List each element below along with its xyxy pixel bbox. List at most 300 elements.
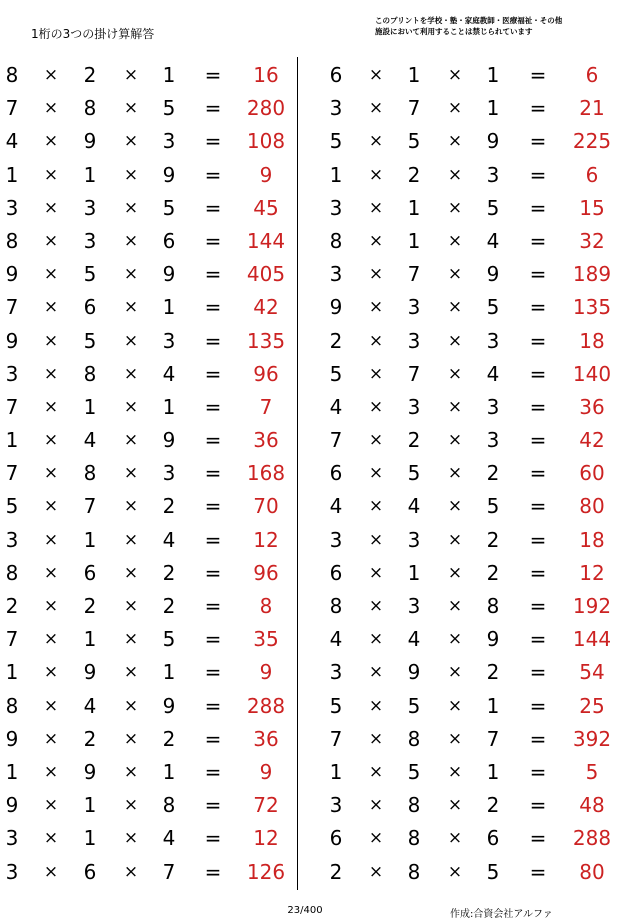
factor-3: 5 bbox=[162, 96, 176, 121]
times-sign: × bbox=[368, 131, 384, 152]
times-sign: × bbox=[43, 430, 59, 451]
problem-row bbox=[0, 224, 300, 257]
problem-row bbox=[320, 324, 620, 357]
answer: 144 bbox=[572, 627, 612, 652]
times-sign: × bbox=[123, 861, 139, 882]
factor-2: 2 bbox=[407, 428, 421, 453]
factor-1: 3 bbox=[5, 826, 19, 851]
factor-3: 3 bbox=[162, 129, 176, 154]
answer: 96 bbox=[253, 560, 279, 585]
times-sign: × bbox=[447, 98, 463, 119]
factor-3: 8 bbox=[486, 594, 500, 618]
equals-sign: = bbox=[529, 759, 547, 784]
times-sign: × bbox=[447, 197, 463, 218]
problem-row bbox=[320, 788, 620, 821]
answer: 18 bbox=[579, 328, 605, 353]
factor-1: 8 bbox=[5, 228, 19, 253]
factor-2: 1 bbox=[83, 826, 97, 851]
times-sign: × bbox=[447, 529, 463, 550]
answer: 7 bbox=[259, 394, 273, 419]
factor-2: 1 bbox=[83, 394, 97, 419]
factor-3: 2 bbox=[486, 461, 500, 486]
times-sign: × bbox=[123, 761, 139, 782]
times-sign: × bbox=[43, 330, 59, 351]
factor-2: 3 bbox=[407, 594, 421, 618]
factor-3: 2 bbox=[162, 726, 176, 751]
times-sign: × bbox=[43, 463, 59, 484]
problem-row bbox=[320, 755, 620, 788]
factor-1: 8 bbox=[5, 560, 19, 585]
factor-3: 5 bbox=[486, 494, 500, 519]
problem-row bbox=[320, 224, 620, 257]
factor-3: 3 bbox=[162, 328, 176, 353]
factor-2: 9 bbox=[83, 759, 97, 784]
equals-sign: = bbox=[204, 660, 222, 685]
equals-sign: = bbox=[529, 726, 547, 751]
answer: 108 bbox=[246, 129, 286, 154]
times-sign: × bbox=[43, 496, 59, 517]
times-sign: × bbox=[123, 695, 139, 716]
times-sign: × bbox=[368, 529, 384, 550]
times-sign: × bbox=[123, 795, 139, 816]
answer: 42 bbox=[579, 428, 605, 453]
equals-sign: = bbox=[529, 162, 547, 187]
equals-sign: = bbox=[204, 527, 222, 552]
factor-3: 1 bbox=[486, 63, 500, 87]
factor-1: 2 bbox=[5, 594, 19, 618]
factor-2: 1 bbox=[407, 195, 421, 220]
factor-1: 3 bbox=[5, 527, 19, 552]
problem-row bbox=[320, 821, 620, 854]
times-sign: × bbox=[43, 695, 59, 716]
equals-sign: = bbox=[529, 859, 547, 884]
factor-1: 1 bbox=[5, 428, 19, 453]
times-sign: × bbox=[368, 662, 384, 683]
times-sign: × bbox=[447, 662, 463, 683]
factor-1: 3 bbox=[329, 96, 343, 121]
factor-3: 7 bbox=[486, 726, 500, 751]
page-title: 1桁の3つの掛け算解答 bbox=[31, 27, 155, 41]
factor-1: 5 bbox=[329, 129, 343, 154]
times-sign: × bbox=[368, 828, 384, 849]
factor-3: 1 bbox=[486, 759, 500, 784]
factor-1: 1 bbox=[329, 162, 343, 187]
factor-1: 7 bbox=[329, 428, 343, 453]
factor-1: 7 bbox=[5, 96, 19, 121]
factor-3: 9 bbox=[162, 262, 176, 287]
factor-1: 5 bbox=[329, 693, 343, 718]
equals-sign: = bbox=[204, 195, 222, 220]
equals-sign: = bbox=[204, 461, 222, 486]
problem-row bbox=[0, 589, 300, 622]
times-sign: × bbox=[368, 363, 384, 384]
factor-1: 3 bbox=[329, 527, 343, 552]
factor-1: 1 bbox=[329, 759, 343, 784]
factor-1: 7 bbox=[5, 394, 19, 419]
times-sign: × bbox=[43, 562, 59, 583]
times-sign: × bbox=[447, 629, 463, 650]
problem-row bbox=[320, 556, 620, 589]
factor-2: 3 bbox=[407, 527, 421, 552]
factor-1: 6 bbox=[329, 560, 343, 585]
factor-3: 1 bbox=[162, 295, 176, 320]
answer: 12 bbox=[253, 527, 279, 552]
problem-row bbox=[320, 523, 620, 556]
factor-2: 3 bbox=[407, 295, 421, 320]
equals-sign: = bbox=[204, 726, 222, 751]
usage-notice-line-2: 施設において利用することは禁じられています bbox=[375, 27, 533, 36]
times-sign: × bbox=[123, 131, 139, 152]
factor-1: 9 bbox=[5, 262, 19, 287]
times-sign: × bbox=[123, 629, 139, 650]
factor-1: 4 bbox=[5, 129, 19, 154]
times-sign: × bbox=[447, 264, 463, 285]
answer: 9 bbox=[259, 660, 273, 685]
times-sign: × bbox=[447, 363, 463, 384]
factor-3: 3 bbox=[162, 461, 176, 486]
times-sign: × bbox=[368, 629, 384, 650]
times-sign: × bbox=[447, 562, 463, 583]
factor-3: 6 bbox=[486, 826, 500, 851]
factor-2: 5 bbox=[407, 693, 421, 718]
problem-row bbox=[0, 689, 300, 722]
factor-2: 9 bbox=[83, 660, 97, 685]
factor-2: 3 bbox=[407, 328, 421, 353]
times-sign: × bbox=[368, 330, 384, 351]
problem-row bbox=[0, 655, 300, 688]
factor-1: 3 bbox=[5, 859, 19, 884]
times-sign: × bbox=[123, 596, 139, 616]
times-sign: × bbox=[368, 728, 384, 749]
equals-sign: = bbox=[204, 361, 222, 386]
factor-1: 3 bbox=[329, 262, 343, 287]
factor-1: 4 bbox=[329, 394, 343, 419]
times-sign: × bbox=[123, 396, 139, 417]
times-sign: × bbox=[43, 861, 59, 882]
factor-3: 9 bbox=[486, 129, 500, 154]
equals-sign: = bbox=[529, 527, 547, 552]
factor-2: 8 bbox=[83, 361, 97, 386]
problem-row bbox=[320, 722, 620, 755]
factor-2: 9 bbox=[407, 660, 421, 685]
times-sign: × bbox=[368, 264, 384, 285]
times-sign: × bbox=[43, 98, 59, 119]
equals-sign: = bbox=[204, 759, 222, 784]
factor-3: 9 bbox=[162, 693, 176, 718]
factor-2: 2 bbox=[83, 594, 97, 618]
times-sign: × bbox=[368, 98, 384, 119]
factor-1: 4 bbox=[329, 494, 343, 519]
problem-row bbox=[0, 58, 300, 91]
times-sign: × bbox=[368, 164, 384, 185]
factor-2: 5 bbox=[407, 759, 421, 784]
times-sign: × bbox=[368, 65, 384, 85]
problem-row bbox=[0, 290, 300, 323]
answer: 72 bbox=[253, 793, 279, 818]
answer: 36 bbox=[253, 726, 279, 751]
factor-2: 1 bbox=[83, 162, 97, 187]
times-sign: × bbox=[447, 861, 463, 882]
factor-1: 7 bbox=[5, 461, 19, 486]
factor-1: 7 bbox=[329, 726, 343, 751]
answer: 189 bbox=[572, 262, 612, 287]
problem-row bbox=[320, 589, 620, 622]
times-sign: × bbox=[123, 562, 139, 583]
equals-sign: = bbox=[204, 428, 222, 453]
problem-row bbox=[320, 124, 620, 157]
equals-sign: = bbox=[204, 627, 222, 652]
factor-2: 8 bbox=[407, 793, 421, 818]
factor-3: 2 bbox=[486, 793, 500, 818]
factor-1: 3 bbox=[329, 660, 343, 685]
problem-row bbox=[320, 357, 620, 390]
factor-2: 7 bbox=[407, 262, 421, 287]
equals-sign: = bbox=[529, 394, 547, 419]
problem-column-right bbox=[320, 58, 620, 888]
equals-sign: = bbox=[529, 594, 547, 618]
equals-sign: = bbox=[204, 328, 222, 353]
times-sign: × bbox=[123, 529, 139, 550]
equals-sign: = bbox=[529, 560, 547, 585]
factor-2: 1 bbox=[407, 63, 421, 87]
factor-1: 5 bbox=[329, 361, 343, 386]
times-sign: × bbox=[447, 164, 463, 185]
factor-3: 1 bbox=[486, 96, 500, 121]
times-sign: × bbox=[447, 795, 463, 816]
factor-1: 1 bbox=[5, 759, 19, 784]
factor-2: 8 bbox=[407, 859, 421, 884]
times-sign: × bbox=[123, 828, 139, 849]
answer: 25 bbox=[579, 693, 605, 718]
answer: 42 bbox=[253, 295, 279, 320]
times-sign: × bbox=[447, 463, 463, 484]
answer: 126 bbox=[246, 859, 286, 884]
factor-3: 9 bbox=[486, 627, 500, 652]
factor-2: 3 bbox=[407, 394, 421, 419]
equals-sign: = bbox=[204, 262, 222, 287]
factor-1: 3 bbox=[329, 195, 343, 220]
times-sign: × bbox=[123, 662, 139, 683]
factor-1: 7 bbox=[5, 295, 19, 320]
answer: 54 bbox=[579, 660, 605, 685]
equals-sign: = bbox=[529, 693, 547, 718]
factor-2: 5 bbox=[83, 262, 97, 287]
times-sign: × bbox=[447, 297, 463, 318]
problem-row bbox=[0, 722, 300, 755]
times-sign: × bbox=[123, 230, 139, 251]
factor-3: 5 bbox=[162, 195, 176, 220]
factor-3: 3 bbox=[486, 328, 500, 353]
factor-1: 3 bbox=[329, 793, 343, 818]
factor-1: 9 bbox=[329, 295, 343, 320]
answer: 36 bbox=[579, 394, 605, 419]
factor-3: 2 bbox=[486, 527, 500, 552]
times-sign: × bbox=[43, 264, 59, 285]
times-sign: × bbox=[368, 695, 384, 716]
equals-sign: = bbox=[529, 660, 547, 685]
problem-row bbox=[0, 124, 300, 157]
factor-2: 1 bbox=[83, 627, 97, 652]
factor-2: 4 bbox=[407, 494, 421, 519]
answer: 48 bbox=[579, 793, 605, 818]
factor-2: 1 bbox=[407, 228, 421, 253]
usage-notice bbox=[375, 15, 637, 37]
factor-3: 4 bbox=[162, 361, 176, 386]
problem-row bbox=[320, 622, 620, 655]
factor-2: 4 bbox=[83, 428, 97, 453]
equals-sign: = bbox=[204, 96, 222, 121]
times-sign: × bbox=[43, 629, 59, 650]
times-sign: × bbox=[368, 197, 384, 218]
equals-sign: = bbox=[529, 295, 547, 320]
times-sign: × bbox=[447, 396, 463, 417]
factor-3: 1 bbox=[162, 660, 176, 685]
times-sign: × bbox=[43, 828, 59, 849]
problem-row bbox=[320, 390, 620, 423]
equals-sign: = bbox=[204, 560, 222, 585]
problem-row bbox=[320, 191, 620, 224]
times-sign: × bbox=[447, 596, 463, 616]
problem-row bbox=[320, 290, 620, 323]
factor-2: 1 bbox=[407, 560, 421, 585]
answer: 225 bbox=[572, 129, 612, 154]
factor-3: 5 bbox=[162, 627, 176, 652]
problem-row bbox=[0, 523, 300, 556]
answer: 135 bbox=[572, 295, 612, 320]
equals-sign: = bbox=[529, 228, 547, 253]
factor-3: 3 bbox=[486, 428, 500, 453]
problem-row bbox=[320, 456, 620, 489]
answer: 16 bbox=[253, 63, 279, 87]
equals-sign: = bbox=[529, 461, 547, 486]
times-sign: × bbox=[368, 430, 384, 451]
times-sign: × bbox=[368, 230, 384, 251]
factor-2: 5 bbox=[407, 461, 421, 486]
factor-3: 3 bbox=[486, 394, 500, 419]
factor-3: 6 bbox=[162, 228, 176, 253]
factor-2: 6 bbox=[83, 295, 97, 320]
problem-row bbox=[320, 58, 620, 91]
times-sign: × bbox=[368, 297, 384, 318]
times-sign: × bbox=[447, 728, 463, 749]
factor-3: 1 bbox=[162, 63, 176, 87]
times-sign: × bbox=[43, 197, 59, 218]
times-sign: × bbox=[447, 828, 463, 849]
times-sign: × bbox=[123, 463, 139, 484]
factor-2: 8 bbox=[407, 726, 421, 751]
equals-sign: = bbox=[529, 96, 547, 121]
answer: 21 bbox=[579, 96, 605, 121]
answer: 35 bbox=[253, 627, 279, 652]
factor-3: 2 bbox=[486, 560, 500, 585]
equals-sign: = bbox=[529, 428, 547, 453]
problem-row bbox=[0, 556, 300, 589]
factor-1: 7 bbox=[5, 627, 19, 652]
answer: 36 bbox=[253, 428, 279, 453]
times-sign: × bbox=[43, 662, 59, 683]
factor-1: 9 bbox=[5, 328, 19, 353]
factor-1: 1 bbox=[5, 660, 19, 685]
factor-1: 2 bbox=[329, 328, 343, 353]
factor-3: 5 bbox=[486, 859, 500, 884]
times-sign: × bbox=[123, 65, 139, 85]
factor-1: 1 bbox=[5, 162, 19, 187]
problem-row bbox=[320, 855, 620, 888]
factor-2: 9 bbox=[83, 129, 97, 154]
problem-row bbox=[0, 357, 300, 390]
answer: 80 bbox=[579, 494, 605, 519]
problem-row bbox=[0, 158, 300, 191]
factor-2: 2 bbox=[407, 162, 421, 187]
times-sign: × bbox=[43, 529, 59, 550]
answer: 288 bbox=[246, 693, 286, 718]
answer: 32 bbox=[579, 228, 605, 253]
times-sign: × bbox=[368, 761, 384, 782]
equals-sign: = bbox=[204, 394, 222, 419]
answer: 45 bbox=[253, 195, 279, 220]
factor-1: 9 bbox=[5, 793, 19, 818]
equals-sign: = bbox=[529, 328, 547, 353]
factor-3: 4 bbox=[162, 527, 176, 552]
times-sign: × bbox=[43, 596, 59, 616]
times-sign: × bbox=[43, 363, 59, 384]
answer: 60 bbox=[579, 461, 605, 486]
answer: 192 bbox=[572, 594, 612, 618]
times-sign: × bbox=[447, 330, 463, 351]
times-sign: × bbox=[447, 131, 463, 152]
answer: 288 bbox=[572, 826, 612, 851]
factor-3: 4 bbox=[162, 826, 176, 851]
times-sign: × bbox=[123, 728, 139, 749]
equals-sign: = bbox=[529, 627, 547, 652]
answer: 96 bbox=[253, 361, 279, 386]
factor-3: 3 bbox=[486, 162, 500, 187]
factor-2: 8 bbox=[83, 461, 97, 486]
problem-row bbox=[0, 821, 300, 854]
problem-column-left bbox=[0, 58, 300, 888]
usage-notice-line-1: このプリントを学校・塾・家庭教師・医療福祉・その他 bbox=[375, 16, 563, 25]
problem-row bbox=[0, 91, 300, 124]
factor-3: 1 bbox=[162, 759, 176, 784]
answer: 18 bbox=[579, 527, 605, 552]
times-sign: × bbox=[123, 164, 139, 185]
problem-row bbox=[0, 390, 300, 423]
times-sign: × bbox=[43, 164, 59, 185]
times-sign: × bbox=[43, 297, 59, 318]
factor-2: 6 bbox=[83, 859, 97, 884]
problem-row bbox=[0, 855, 300, 888]
times-sign: × bbox=[123, 496, 139, 517]
factor-3: 8 bbox=[162, 793, 176, 818]
answer: 70 bbox=[253, 494, 279, 519]
times-sign: × bbox=[43, 396, 59, 417]
factor-1: 8 bbox=[329, 594, 343, 618]
equals-sign: = bbox=[529, 195, 547, 220]
factor-3: 9 bbox=[486, 262, 500, 287]
factor-3: 7 bbox=[162, 859, 176, 884]
factor-3: 9 bbox=[162, 162, 176, 187]
answer: 9 bbox=[259, 162, 273, 187]
factor-2: 2 bbox=[83, 726, 97, 751]
factor-2: 3 bbox=[83, 228, 97, 253]
factor-1: 6 bbox=[329, 826, 343, 851]
factor-1: 3 bbox=[5, 195, 19, 220]
factor-1: 8 bbox=[5, 63, 19, 87]
answer: 9 bbox=[259, 759, 273, 784]
answer: 15 bbox=[579, 195, 605, 220]
times-sign: × bbox=[43, 131, 59, 152]
times-sign: × bbox=[123, 330, 139, 351]
